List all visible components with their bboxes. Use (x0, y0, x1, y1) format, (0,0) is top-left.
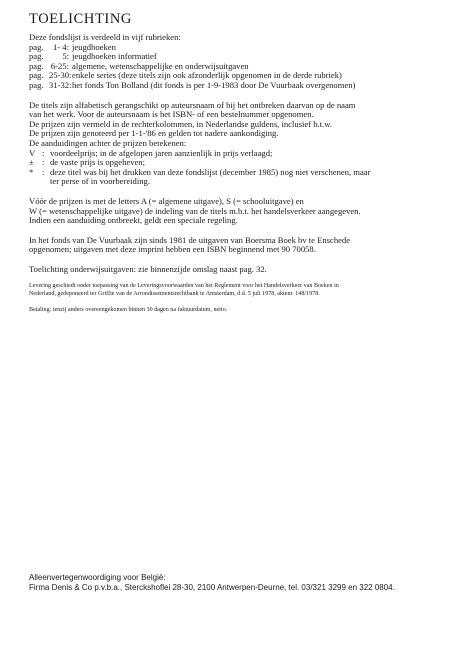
legend-item: V : voordeelprijs; in de afgelopen jaren aanzienlijk in prijs verlaagd; (29, 147, 273, 158)
delivery-terms: Levering geschiedt onder toepassing van de Leveringsvoorwaarden van het Reglement voor het Handelsverkeer van Boeken in Nederland, gedeponeerd ter Griffie van de Arrondissementsrechtbank te Amsterdam, d.d. 5 juli 1978, aktenr. 148/1978. (29, 283, 339, 297)
rubrieken-list (29, 43, 429, 91)
belgium-representation: Alleenvertegenwoordiging voor België: Firma Denis & Co p.v.b.a., Sterckshoflei 28-30, 2100 Antwerpen-Deurne, tel. 03/321 3299 en 322 0804. (29, 573, 395, 592)
rubriek-row: pag. 31-32: het fonds Ton Bolland (dit fonds is per 1-9-1983 door De Vuurbaak overgenomen) (29, 79, 356, 90)
rubriek-row: pag. 1- 4: jeugdboeken (29, 41, 116, 52)
rubriek-row: pag. 5: jeugdboeken informatief (29, 51, 157, 62)
page-title: TOELICHTING (29, 11, 132, 27)
legend-item: * : deze titel was bij het drukken van deze fondslijst (december 1985) nog niet verschenen, maar (29, 166, 371, 177)
legend-item: ± : de vaste prijs is opgeheven; (29, 157, 145, 168)
rubriek-row: pag. 6-25: algemene, wetenschappelijke en onderwijsuitgaven (29, 60, 249, 71)
onderwijs-note: Toelichting onderwijsuitgaven: zie binnenzijde omslag naast pag. 32. (29, 263, 267, 274)
price-legend: V : voordeelprijs; in de afgelopen jaren aanzienlijk in prijs verlaagd; ± : de vaste prijs is opgeheven; * : deze titel was bij het drukken van deze fondslijst (december 1985) nog niet verschenen, maar ter perse of in voorbereiding. (29, 149, 429, 187)
document-page (29, 10, 429, 314)
classification-paragraph: Vóór de prijzen is met de letters A (= algemene uitgave), S (= schooluitgave) en W (= wetenschappelijke uitgave) de indeling van de titels m.b.t. het handelsverkeer aangegeven. Indien een aanduiding ontbreekt, geldt een speciale regeling. (29, 195, 361, 226)
ordering-paragraph: De titels zijn alfabetisch gerangschikt op auteursnaam of bij het ontbreken daarvan op de naam van het werk. Voor de auteursnaam is het ISBN- of een bestelnummer opgenomen. De prijzen zijn vermeld in de rechterkolommen, in Nederlandse guldens, inclusief b.t.w. De prijzen zijn genoteerd per 1-1-'86 en gelden tot nadere aankondiging. De aanduidingen achter de prijzen betekenen: (29, 99, 356, 148)
boersma-paragraph: In het fonds van De Vuurbaak zijn sinds 1981 de uitgaven van Boersma Boek bv te Enschede opgenomen; uitgaven met deze imprint hebben een ISBN beginnend met 90 70058. (29, 234, 351, 255)
payment-terms: Betaling: tenzij anders overeengekomen binnen 30 dagen na faktuurdatum, netto. (29, 306, 228, 313)
intro-text: Deze fondslijst is verdeeld in vijf rubrieken: (29, 32, 181, 42)
rubriek-row: pag. 25-30: enkele series (deze titels zijn ook afzonderlijk opgenomen in de derde rubriek) (29, 70, 342, 81)
